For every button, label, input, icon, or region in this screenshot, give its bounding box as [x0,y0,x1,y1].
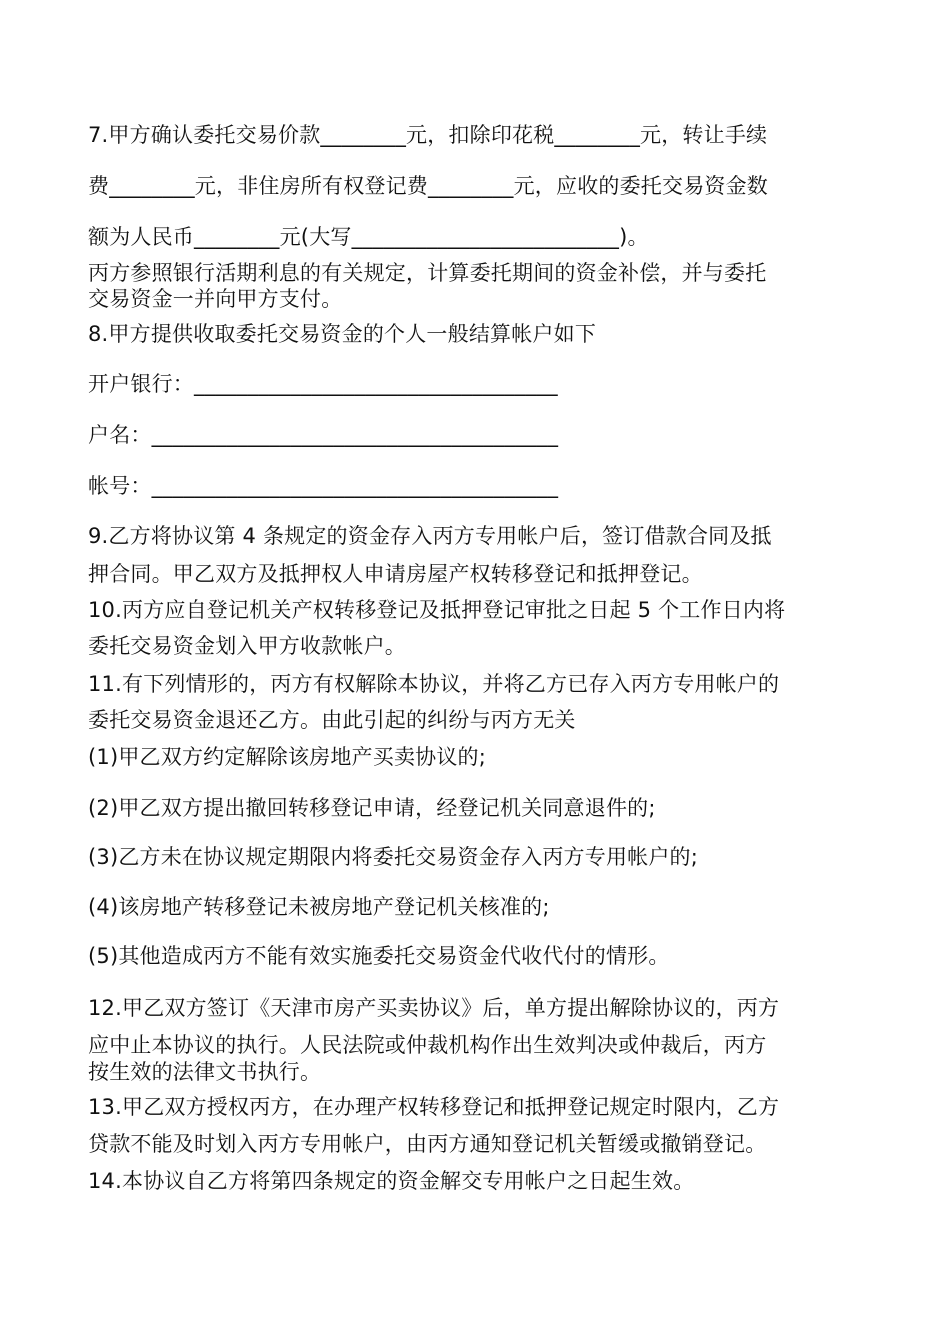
text-line: 费________元，非住房所有权登记费________元，应收的委托交易资金数 [88,174,768,198]
text-line: 丙方参照银行活期利息的有关规定，计算委托期间的资金补偿，并与委托 [88,261,767,285]
text-line: (4)该房地产转移登记未被房地产登记机关核准的; [88,895,550,919]
text-line: 14.本协议自乙方将第四条规定的资金解交专用帐户之日起生效。 [88,1169,695,1193]
text-line: 开户银行：__________________________________ [88,372,558,396]
text-line: 帐号：______________________________________ [88,474,559,498]
text-line: 委托交易资金退还乙方。由此引起的纠纷与丙方无关 [88,708,576,732]
text-line: 贷款不能及时划入丙方专用帐户，由丙方通知登记机关暂缓或撤销登记。 [88,1132,767,1156]
text-line: 交易资金一并向甲方支付。 [88,287,343,311]
text-line: (3)乙方未在协议规定期限内将委托交易资金存入丙方专用帐户的; [88,845,699,869]
text-line: 10.丙方应自登记机关产权转移登记及抵押登记审批之日起 5 个工作日内将 [88,598,786,622]
text-line: 8.甲方提供收取委托交易资金的个人一般结算帐户如下 [88,322,597,346]
text-line: 9.乙方将协议第 4 条规定的资金存入丙方专用帐户后，签订借款合同及抵 [88,524,772,548]
text-line: 按生效的法律文书执行。 [88,1060,322,1084]
text-line: (5)其他造成丙方不能有效实施委托交易资金代收代付的情形。 [88,944,670,968]
text-line: (1)甲乙双方约定解除该房地产买卖协议的; [88,745,487,769]
text-line: 13.甲乙双方授权丙方，在办理产权转移登记和抵押登记规定时限内，乙方 [88,1095,780,1119]
text-line: 12.甲乙双方签订《天津市房产买卖协议》后，单方提出解除协议的，丙方 [88,996,780,1020]
text-line: 户名：______________________________________ [88,423,559,447]
text-line: 7.甲方确认委托交易价款________元，扣除印花税________元，转让手续 [88,123,768,147]
text-line: 委托交易资金划入甲方收款帐户。 [88,634,406,658]
text-line: (2)甲乙双方提出撤回转移登记申请，经登记机关同意退件的; [88,796,656,820]
text-line: 11.有下列情形的，丙方有权解除本协议，并将乙方已存入丙方专用帐户的 [88,672,780,696]
text-line: 应中止本协议的执行。人民法院或仲裁机构作出生效判决或仲裁后，丙方 [88,1033,767,1057]
text-line: 押合同。甲乙双方及抵押权人申请房屋产权转移登记和抵押登记。 [88,562,703,586]
text-line: 额为人民币________元(大写_________________________)。 [88,225,649,249]
